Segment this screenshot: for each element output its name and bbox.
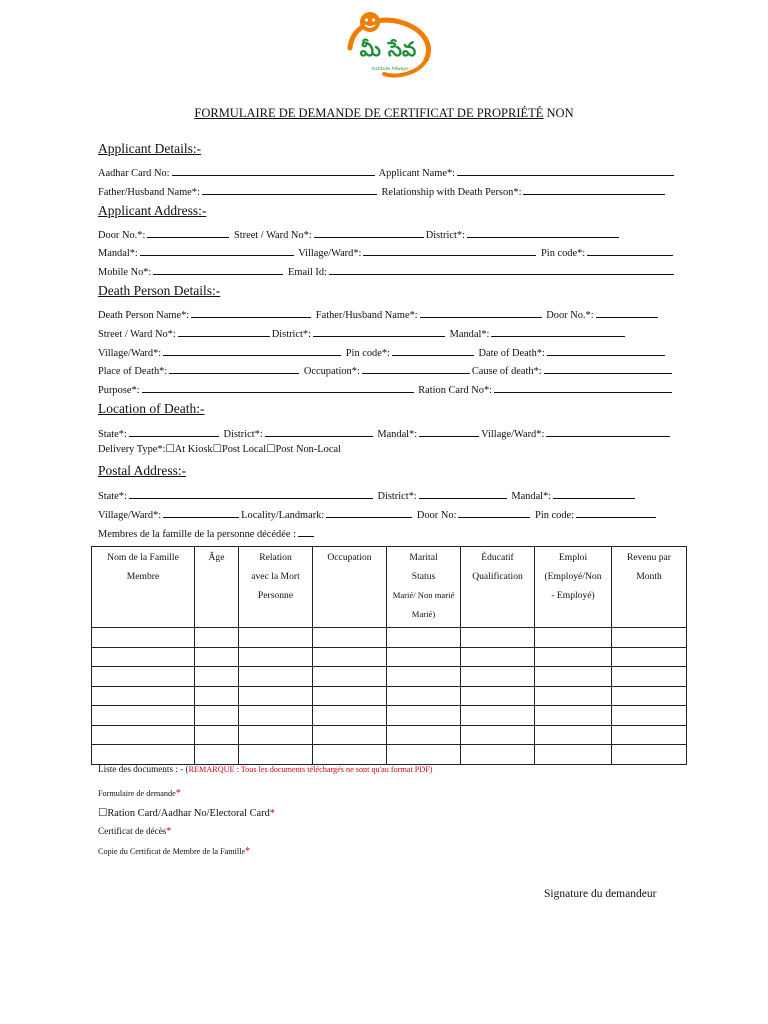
table-cell[interactable]	[461, 628, 535, 648]
district-field[interactable]	[467, 228, 619, 238]
table-cell[interactable]	[612, 745, 687, 765]
family-caption: Membres de la famille de la personne décédée :	[98, 527, 316, 540]
table-cell[interactable]	[387, 628, 461, 648]
family-col-header-line: avec la Mort	[251, 571, 300, 582]
logo-text: మీ సేవ	[359, 37, 417, 61]
table-cell[interactable]	[92, 725, 195, 745]
table-cell[interactable]	[461, 745, 535, 765]
death-row-4: Place of Death*: Occupation*: Cause of death*:	[98, 364, 674, 377]
table-cell[interactable]	[535, 706, 612, 726]
table-cell[interactable]	[387, 745, 461, 765]
delivery-type-row: Delivery Type*:☐At Kiosk☐Post Local☐Post Non-Local	[98, 444, 341, 455]
family-col-header-line: Marital	[409, 552, 438, 563]
family-table-body	[92, 628, 687, 765]
table-row	[92, 706, 687, 726]
table-row	[92, 745, 687, 765]
table-cell[interactable]	[313, 725, 387, 745]
street-field[interactable]	[314, 228, 424, 238]
applicant-name-field[interactable]	[457, 166, 674, 176]
location-row-1: State*: District*: Mandal*: Village/Ward*:	[98, 427, 672, 440]
logo-subtext: Institute Allways	[371, 67, 409, 72]
table-cell[interactable]	[461, 667, 535, 687]
table-cell[interactable]	[92, 667, 195, 687]
table-cell[interactable]	[239, 667, 313, 687]
table-cell[interactable]	[387, 667, 461, 687]
table-cell[interactable]	[387, 706, 461, 726]
applicant-row-2: Father/Husband Name*: Relationship with Death Person*:	[98, 185, 667, 198]
father-name-field[interactable]	[202, 185, 377, 195]
table-cell[interactable]	[313, 686, 387, 706]
table-cell[interactable]	[612, 686, 687, 706]
loc-district-field[interactable]	[265, 427, 373, 437]
table-cell[interactable]	[92, 647, 195, 667]
table-cell[interactable]	[92, 706, 195, 726]
table-cell[interactable]	[195, 706, 239, 726]
family-col-header-line: Status	[411, 571, 436, 582]
death-street-field[interactable]	[178, 327, 270, 337]
table-cell[interactable]	[535, 647, 612, 667]
family-col-header-line: Relation	[259, 552, 292, 563]
death-district-field[interactable]	[313, 327, 445, 337]
family-col-header-line: Marié)	[411, 609, 436, 619]
table-cell[interactable]	[239, 745, 313, 765]
postal-row-1: State*: District*: Mandal*:	[98, 489, 637, 502]
email-field[interactable]	[329, 265, 674, 275]
documents-label: Liste des documents : - (REMARQUE : Tous les documents téléchargés ne sont qu'au format PDF)	[98, 764, 433, 774]
village-field[interactable]	[363, 246, 536, 256]
table-cell[interactable]	[313, 706, 387, 726]
table-cell[interactable]	[239, 628, 313, 648]
mee-seva-logo	[340, 8, 438, 80]
ration-card-field[interactable]	[494, 383, 672, 393]
table-row	[92, 725, 687, 745]
family-col-header	[313, 547, 387, 628]
table-cell[interactable]	[195, 686, 239, 706]
table-cell[interactable]	[535, 667, 612, 687]
aadhar-field[interactable]	[172, 166, 375, 176]
postal-row-2: Village/Ward*: Locality/Landmark: Door No: Pin code:	[98, 508, 658, 521]
table-cell[interactable]	[535, 745, 612, 765]
postal-pin-field[interactable]	[576, 508, 656, 518]
kiosk-checkbox[interactable]: ☐	[165, 444, 175, 455]
document-item-1: Formulaire de demande*	[98, 788, 181, 799]
family-col-header-line: Personne	[257, 590, 294, 601]
table-row	[92, 667, 687, 687]
date-of-death-field[interactable]	[547, 346, 665, 356]
family-col-header	[387, 547, 461, 628]
address-row-3: Mobile No*: Email Id:	[98, 265, 676, 278]
table-row	[92, 628, 687, 648]
loc-state-field[interactable]	[129, 427, 219, 437]
table-cell[interactable]	[195, 725, 239, 745]
page-title: FORMULAIRE DE DEMANDE DE CERTIFICAT DE PROPRIÉTÉ NON	[194, 106, 574, 120]
table-row	[92, 686, 687, 706]
death-occupation-field[interactable]	[362, 364, 470, 374]
postal-address-heading: Postal Address:-	[98, 463, 187, 478]
family-col-header-line: Emploi	[558, 552, 588, 563]
id-proof-checkbox[interactable]: ☐	[98, 808, 108, 819]
table-cell[interactable]	[612, 628, 687, 648]
table-cell[interactable]	[461, 725, 535, 745]
address-row-2: Mandal*: Village/Ward*: Pin code*:	[98, 246, 675, 259]
loc-mandal-field[interactable]	[419, 427, 479, 437]
family-members-table	[91, 546, 687, 765]
family-table-header	[92, 547, 687, 628]
family-col-header	[612, 547, 687, 628]
address-row-1: Door No.*: Street / Ward No*: District*:	[98, 228, 621, 241]
death-village-field[interactable]	[163, 346, 341, 356]
family-col-header	[461, 547, 535, 628]
death-row-2: Street / Ward No*: District*: Mandal*:	[98, 327, 627, 340]
applicant-signature-label: Signature du demandeur	[544, 888, 657, 900]
applicant-details-heading: Applicant Details:-	[98, 141, 202, 156]
document-item-3: Certificat de décès*	[98, 826, 172, 837]
table-cell[interactable]	[387, 647, 461, 667]
table-cell[interactable]	[239, 706, 313, 726]
death-name-field[interactable]	[191, 308, 311, 318]
table-cell[interactable]	[612, 725, 687, 745]
table-cell[interactable]	[195, 647, 239, 667]
table-cell[interactable]	[92, 628, 195, 648]
table-cell[interactable]	[461, 647, 535, 667]
mandal-field[interactable]	[140, 246, 294, 256]
table-cell[interactable]	[313, 647, 387, 667]
table-cell[interactable]	[92, 745, 195, 765]
family-col-header-line: Occupation	[327, 552, 372, 563]
document-item-4: Copie du Certificat de Membre de la Famille*	[98, 846, 251, 857]
table-row	[92, 647, 687, 667]
family-col-header-line: (Employé/Non	[544, 571, 602, 582]
relationship-field[interactable]	[523, 185, 665, 195]
table-cell[interactable]	[195, 745, 239, 765]
family-col-header	[239, 547, 313, 628]
applicant-address-heading: Applicant Address:-	[98, 203, 207, 218]
family-col-header	[92, 547, 195, 628]
family-col-header-line: Revenu par	[627, 552, 671, 563]
family-col-header-line: Membre	[126, 571, 160, 582]
death-mandal-field[interactable]	[491, 327, 625, 337]
family-col-header-line: Nom de la Famille	[107, 552, 179, 563]
mobile-field[interactable]	[153, 265, 283, 275]
table-cell[interactable]	[387, 686, 461, 706]
death-row-1: Death Person Name*: Father/Husband Name*: Door No.*:	[98, 308, 660, 321]
applicant-row-1: Aadhar Card No: Applicant Name*:	[98, 166, 676, 179]
remark-note: REMARQUE : Tous les documents téléchargés ne sont qu'au format PDF)	[188, 765, 433, 774]
table-cell[interactable]	[195, 667, 239, 687]
death-door-field[interactable]	[596, 308, 658, 318]
death-row-5: Purpose*: Ration Card No*:	[98, 383, 674, 396]
pin-field[interactable]	[587, 246, 673, 256]
postal-village-field[interactable]	[163, 508, 239, 518]
post-local-checkbox[interactable]: ☐	[212, 444, 222, 455]
table-cell[interactable]	[313, 745, 387, 765]
family-col-header-line: Qualification	[472, 571, 523, 582]
family-col-header-line: Âge	[208, 552, 225, 563]
door-field[interactable]	[147, 228, 229, 238]
document-item-2: ☐Ration Card/Aadhar No/Electoral Card*	[98, 808, 275, 819]
family-col-header-line: Éducatif	[481, 552, 514, 563]
table-cell[interactable]	[535, 725, 612, 745]
place-of-death-field[interactable]	[169, 364, 299, 374]
postal-door-field[interactable]	[458, 508, 530, 518]
table-cell[interactable]	[92, 686, 195, 706]
cause-of-death-field[interactable]	[544, 364, 672, 374]
family-col-header	[535, 547, 612, 628]
death-row-3: Village/Ward*: Pin code*: Date of Death*:	[98, 346, 667, 359]
family-col-header-line: Month	[636, 571, 662, 582]
table-cell[interactable]	[612, 647, 687, 667]
purpose-field[interactable]	[142, 383, 414, 393]
death-person-heading: Death Person Details:-	[98, 283, 221, 298]
family-col-header	[195, 547, 239, 628]
table-cell[interactable]	[195, 628, 239, 648]
death-pin-field[interactable]	[392, 346, 474, 356]
death-father-field[interactable]	[420, 308, 542, 318]
post-nonlocal-checkbox[interactable]: ☐	[266, 444, 276, 455]
table-cell[interactable]	[239, 647, 313, 667]
family-col-header-line: - Employé)	[551, 590, 595, 601]
table-cell[interactable]	[387, 725, 461, 745]
location-of-death-heading: Location of Death:-	[98, 401, 205, 416]
table-cell[interactable]	[535, 686, 612, 706]
postal-district-field[interactable]	[419, 489, 507, 499]
table-cell[interactable]	[612, 667, 687, 687]
table-cell[interactable]	[461, 686, 535, 706]
loc-village-field[interactable]	[546, 427, 670, 437]
table-cell[interactable]	[535, 628, 612, 648]
table-cell[interactable]	[239, 725, 313, 745]
table-cell[interactable]	[239, 686, 313, 706]
locality-field[interactable]	[326, 508, 412, 518]
table-cell[interactable]	[612, 706, 687, 726]
table-cell[interactable]	[313, 628, 387, 648]
table-cell[interactable]	[313, 667, 387, 687]
family-col-header-line: Marié/ Non marié	[392, 590, 455, 600]
postal-mandal-field[interactable]	[553, 489, 635, 499]
table-cell[interactable]	[461, 706, 535, 726]
postal-state-field[interactable]	[129, 489, 373, 499]
